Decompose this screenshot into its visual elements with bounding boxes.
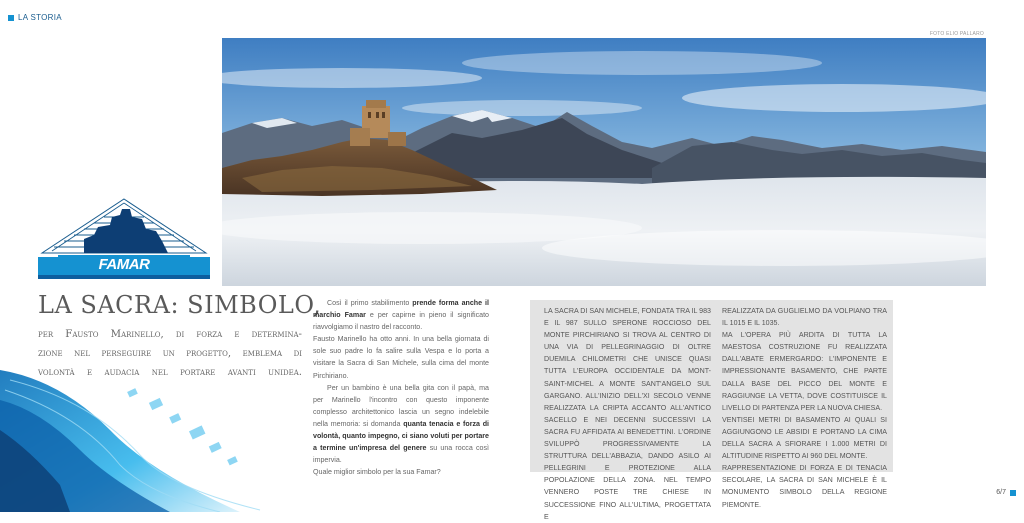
info-paragraph: MA L'OPERA PIÙ ARDITA DI TUTTA LA MAESTOSA COSTRUZIONE FU REALIZZATA DALL'ABATE ERMERGARDO: L'IMPONENTE E IMPRESSIONANTE BASAMENTO, CHE PARTE DALLA BASE DEL PICCO DEL MONTE E RAGGIUNGE LA VETTA, DOVE COSTITUISCE IL LIVELLO DI PARTENZA PER LA NUOVA CHIESA. [722, 331, 887, 412]
section-label: LA STORIA [18, 13, 62, 22]
famar-logo [38, 195, 210, 287]
decorative-swirl [0, 360, 300, 512]
subtitle-line: zione nel perseguire un progetto, emblema di [38, 348, 302, 359]
subtitle-line: per Fausto Marinello, di forza e determina- [38, 329, 302, 340]
page-number-label: 6/7 [996, 489, 1006, 496]
body-text: Per un bambino è una bella gita con il papà, ma per Marinello l'incontro con questo imponente complesso architettonico lascia un segno indelebile nella memoria: si domanda [313, 383, 489, 428]
section-marker-icon [8, 15, 14, 21]
body-emphasis: prende forma anche il marchio Famar [313, 299, 489, 320]
subtitle-line: volontà e audacia nel portare avanti unidea. [38, 367, 302, 378]
logo-wordmark: FAMAR [98, 256, 150, 273]
body-text: Così il primo stabilimento [327, 299, 413, 307]
body-paragraph [313, 382, 489, 467]
info-paragraph: RAPPRESENTAZIONE DI FORZA E DI TENACIA SECOLARE, LA SACRA DI SAN MICHELE È IL MONUMENTO SIMBOLO DELLA REGIONE PIEMONTE. [722, 464, 887, 509]
panorama-photo [222, 38, 986, 286]
body-paragraph [313, 466, 489, 478]
body-text: e per capirne in pieno il significato riavvolgiamo il nastro del racconto. [313, 311, 490, 332]
body-emphasis: quanta tenacia e forza di volontà, quanto impegno, ci siano voluti per portare a termine un'impresa del genere [313, 419, 490, 453]
info-box-column-1: LA SACRA DI SAN MICHELE, FONDATA TRA IL 983 E IL 987 SULLO SPERONE ROCCIOSO DEL MONTE PIRCHIRIANO SI TROVA AL CENTRO DI UNA VIA DI PELLEGRINAGGIO DI OLTRE DUEMILA CHILOMETRI CHE UNISCE QUASI TUTTA L'EUROPA OCCIDENTALE DA MONT-SAINT-MICHEL A MONTE SANT'ANGELO SUL GARGANO. ALL'INIZIO DELL'XI SECOLO VENNE REALIZZATA LA CRIPTA ACCANTO ALL'ANTICO SACELLO E NEI DECENNI SUCCESSIVI LA SACRA FU AFFIDATA AI BENEDETTINI. L'ORDINE SVILUPPÒ PROGRESSIVAMENTE LA STRUTTURA DELL'ABBAZIA, DANDO ASILO AI PELLEGRINI E PROTEZIONE ALLA POPOLAZIONE DELLA ZONA. NEL TEMPO VENNERO POSTE TRE CHIESE IN SUCCESSIONE FINO ALL'ULTIMA, PROGETTATA E [544, 307, 711, 521]
info-paragraph: VENTISEI METRI DI BASAMENTO AI QUALI SI AGGIUNGONO LE ABSIDI E PORTANO LA CIMA DELLA SACRA A SFIORARE I 1.000 METRI DI ALTITUDINE RISPETTO AI 960 DEL MONTE. [722, 415, 887, 461]
info-box-column-2 [722, 305, 887, 511]
info-paragraph: REALIZZATA DA GUGLIELMO DA VOLPIANO TRA IL 1015 E IL 1035. [722, 307, 887, 328]
section-header [8, 13, 62, 22]
article-body [313, 297, 489, 478]
photo-credit: FOTO ELIO PALLARO [929, 31, 984, 37]
body-text: Fausto Marinello ha otto anni. In una bella giornata di sole suo padre lo fa salire sulla Vespa e lo porta a visitare la Sacra di San Michele, sulla cima del monte Pirchiriano. [313, 335, 489, 380]
article-title: LA SACRA: SIMBOLO, [38, 291, 322, 319]
page-marker-icon [1010, 490, 1016, 496]
body-text: su una rocca così impervia. [313, 444, 489, 465]
body-paragraph [313, 333, 489, 381]
page-number [996, 489, 1016, 496]
body-text: Quale miglior simbolo per la sua Famar? [313, 468, 441, 477]
body-paragraph [313, 297, 489, 333]
